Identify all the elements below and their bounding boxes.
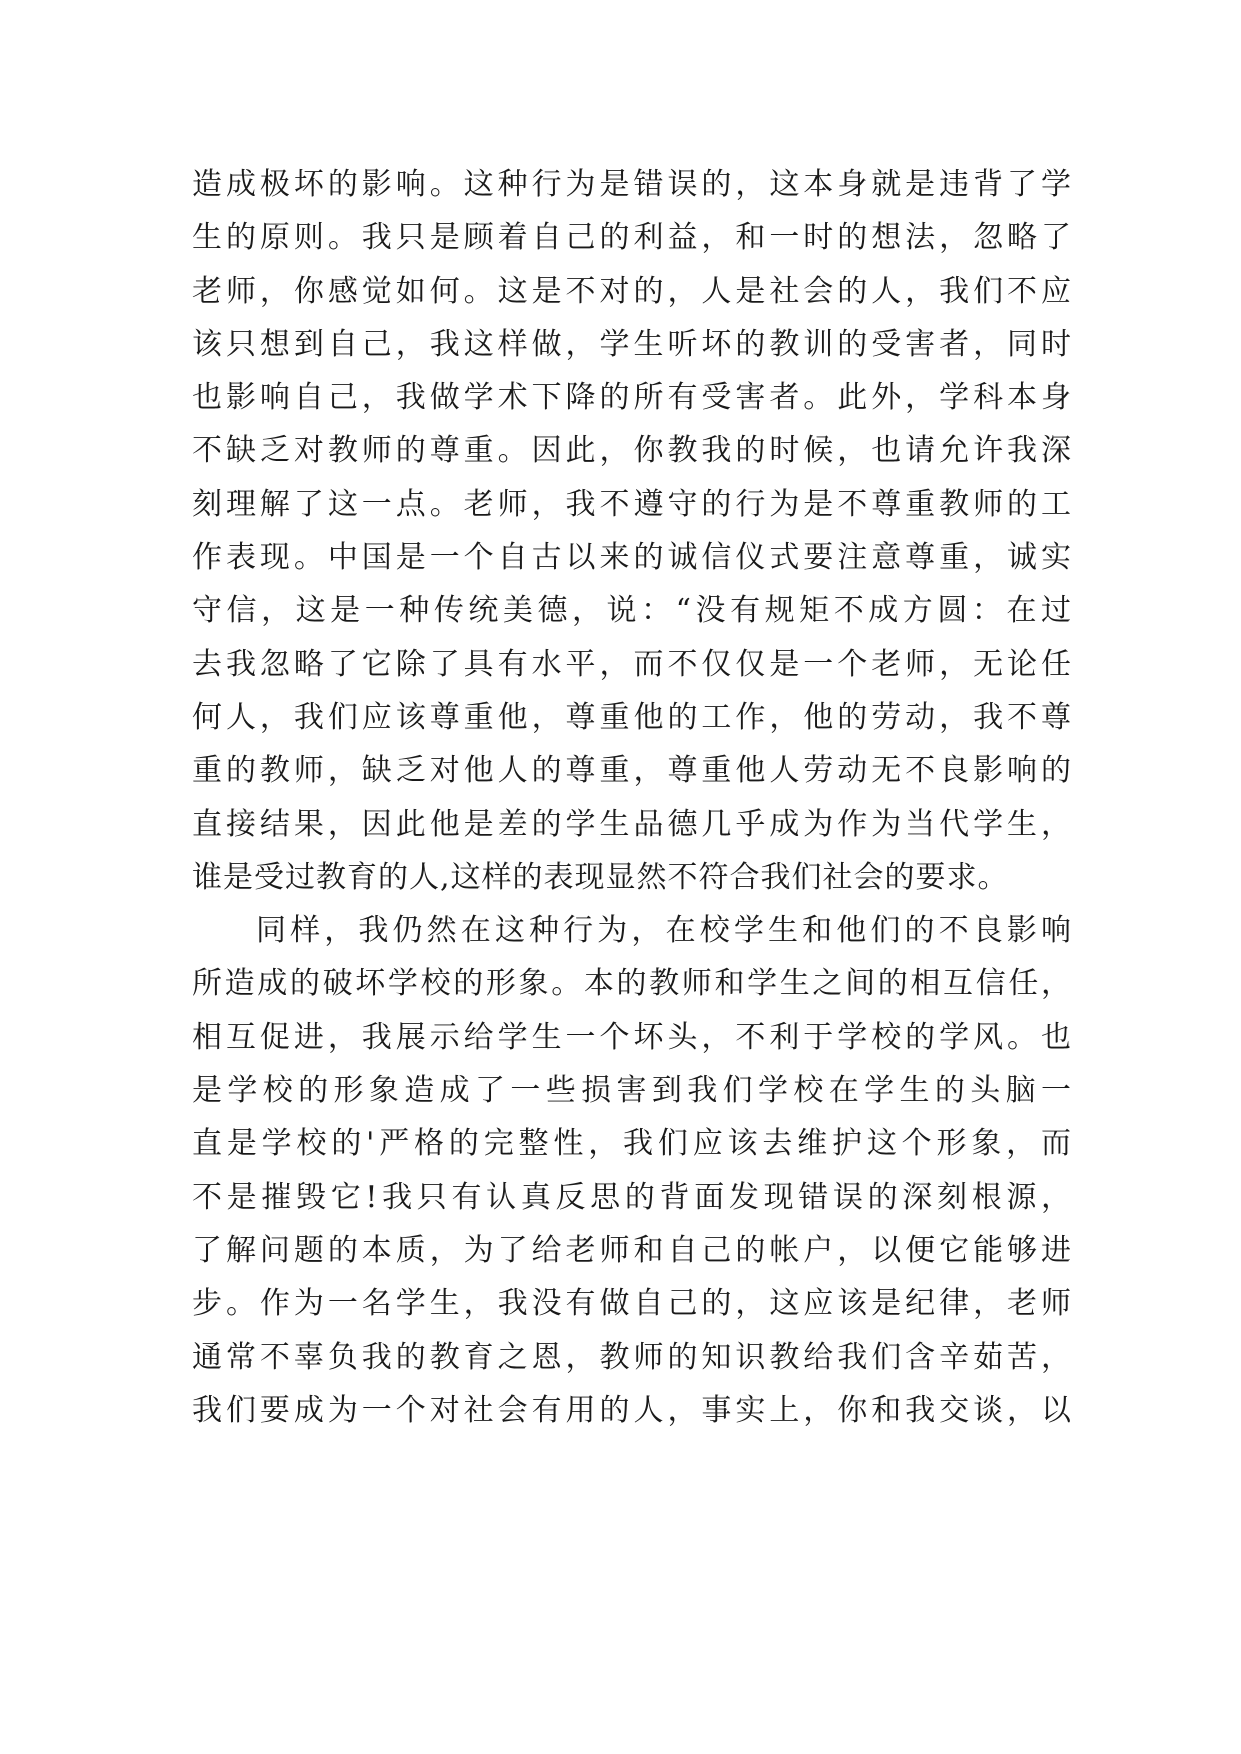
document-body (192, 158, 1072, 1437)
text-line: 去我忽略了它除了具有水平，而不仅仅是一个老师，无论任 (192, 646, 1072, 682)
paragraph-start-line: 同样，我仍然在这种行为，在校学生和他们的不良影响 (256, 913, 1072, 949)
text-line: 生的原则。我只是顾着自己的利益，和一时的想法，忽略了 (192, 220, 1072, 256)
text-line: 直接结果，因此他是差的学生品德几乎成为作为当代学生， (192, 806, 1072, 842)
paragraph-end-line: 谁是受过教育的人,这样的表现显然不符合我们社会的要求。 (192, 859, 1009, 895)
text-line: 作表现。中国是一个自古以来的诚信仪式要注意尊重，诚实 (192, 540, 1072, 576)
text-line: 所造成的破坏学校的形象。本的教师和学生之间的相互信任， (192, 966, 1072, 1002)
text-line: 步。作为一名学生，我没有做自己的，这应该是纪律，老师 (192, 1286, 1072, 1322)
text-line: 该只想到自己，我这样做，学生听坏的教训的受害者，同时 (192, 326, 1072, 362)
text-line: 刻理解了这一点。老师，我不遵守的行为是不尊重教师的工 (192, 486, 1072, 522)
text-line: 是学校的形象造成了一些损害到我们学校在学生的头脑一 (192, 1073, 1072, 1109)
text-line: 通常不辜负我的教育之恩，教师的知识教给我们含辛茹苦， (192, 1339, 1072, 1375)
text-line: 相互促进，我展示给学生一个坏头，不利于学校的学风。也 (192, 1019, 1072, 1055)
text-line: 直是学校的'严格的完整性，我们应该去维护这个形象，而 (192, 1126, 1072, 1162)
text-line: 了解问题的本质，为了给老师和自己的帐户，以便它能够进 (192, 1232, 1072, 1268)
text-line: 也影响自己，我做学术下降的所有受害者。此外，学科本身 (192, 380, 1072, 416)
text-line: 造成极坏的影响。这种行为是错误的，这本身就是违背了学 (192, 167, 1072, 202)
text-line: 不是摧毁它!我只有认真反思的背面发现错误的深刻根源， (192, 1179, 1072, 1215)
text-line: 何人，我们应该尊重他，尊重他的工作，他的劳动，我不尊 (192, 699, 1072, 735)
text-line: 守信，这是一种传统美德，说：“没有规矩不成方圆：在过 (192, 593, 1072, 629)
text-line: 老师，你感觉如何。这是不对的，人是社会的人，我们不应 (192, 273, 1072, 309)
text-line: 不缺乏对教师的尊重。因此，你教我的时候，也请允许我深 (192, 433, 1072, 469)
text-line: 我们要成为一个对社会有用的人，事实上，你和我交谈，以 (192, 1392, 1072, 1428)
text-line: 重的教师，缺乏对他人的尊重，尊重他人劳动无不良影响的 (192, 753, 1072, 789)
